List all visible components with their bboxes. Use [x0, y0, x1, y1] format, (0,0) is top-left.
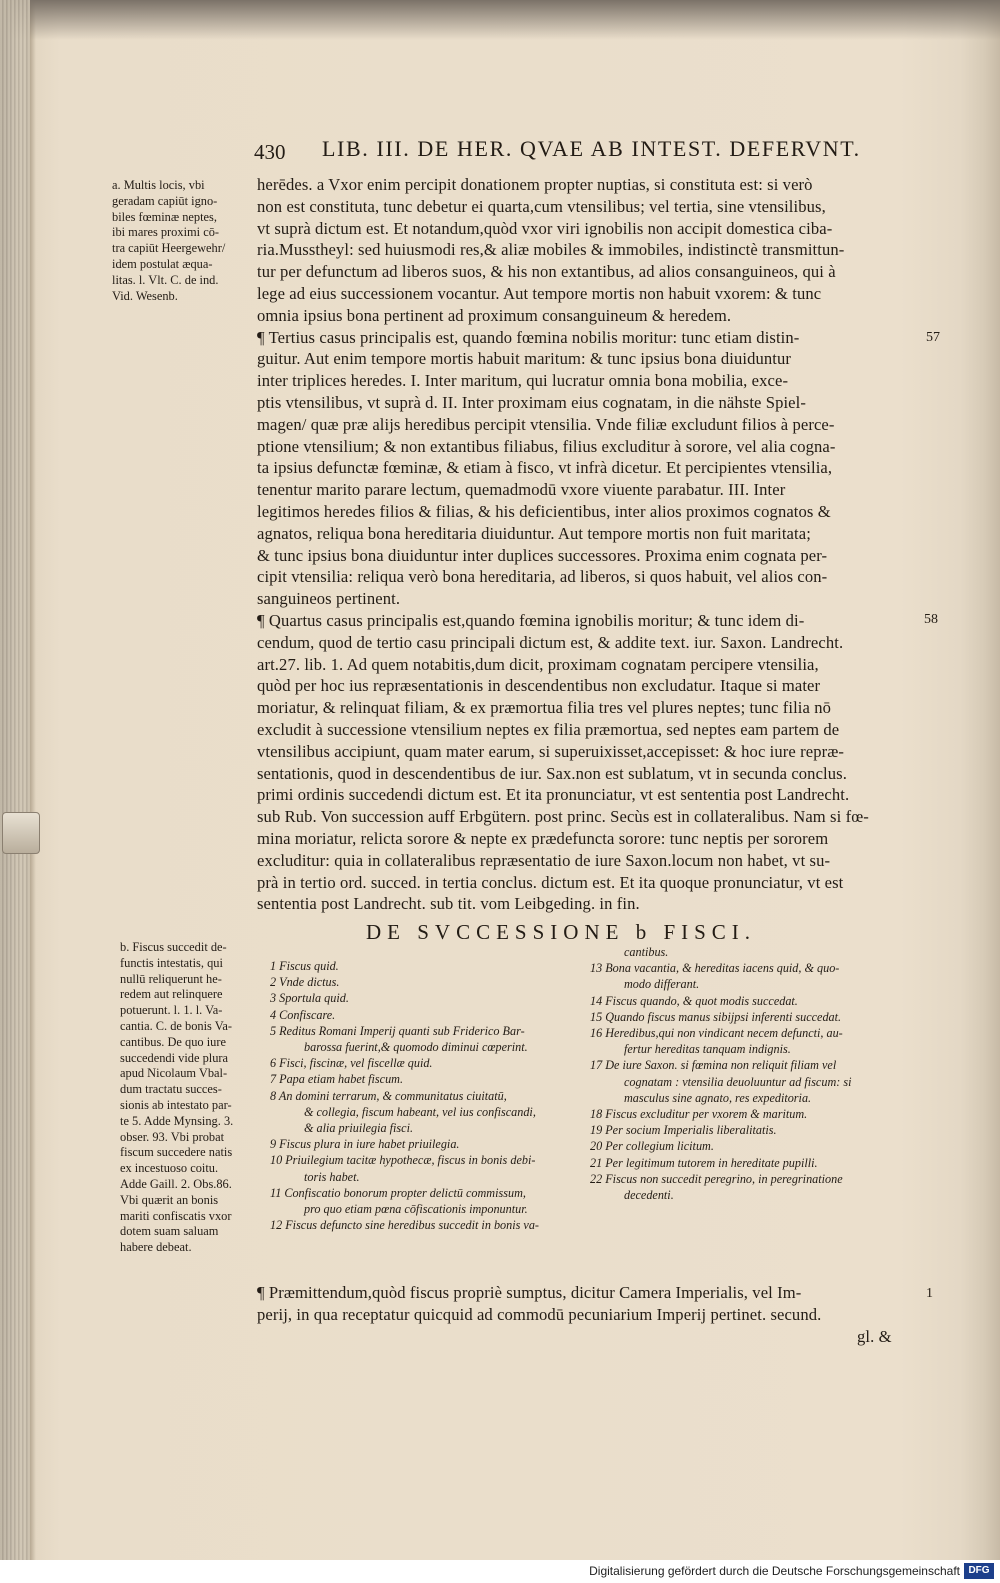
- body-line: sanguineos pertinent.: [257, 589, 401, 609]
- body-line: moriatur, & relinquat filiam, & ex præmortua filia tres vel plures neptes; tunc filia nō: [257, 698, 832, 718]
- margin-note-line: redem aut relinquere: [120, 987, 223, 1002]
- book-clasp: [2, 812, 40, 854]
- margin-note-line: geradam capiūt igno-: [112, 193, 218, 208]
- margin-note-line: b. Fiscus succedit de-: [120, 940, 227, 954]
- margin-note-line: Adde Gaill. 2. Obs.86.: [120, 1176, 232, 1191]
- margin-note-line: potuerunt. l. 1. l. Va-: [120, 1003, 223, 1018]
- book-fore-edge: [0, 0, 30, 1560]
- summary-item: 1 Fiscus quid.: [270, 959, 339, 973]
- summary-item: 5 Reditus Romani Imperij quanti sub Friderico Bar-: [270, 1023, 525, 1038]
- body-line: omnia ipsius bona pertinent ad proximum consanguineum & heredem.: [257, 305, 732, 325]
- body-line: guitur. Aut enim tempore mortis habuit maritum: & tunc ipsius bona diuiduntur: [257, 349, 792, 369]
- dfg-logo-icon: DFG: [964, 1563, 994, 1579]
- margin-note-line: functis intestatis, qui: [120, 955, 223, 970]
- body-line: excludit à successione vtensilium neptes ex filia præmortua, sed neptes eam partem de: [257, 719, 840, 739]
- summary-item: 9 Fiscus plura in iure habet priuilegia.: [270, 1137, 460, 1152]
- section-heading: DE SVCCESSIONE b FISCI.: [366, 920, 757, 944]
- body-line: & tunc ipsius bona diuiduntur inter duplices successores. Proxima enim cognata per-: [257, 545, 828, 565]
- body-line: herēdes. a Vxor enim percipit donationem propter nuptias, si constituta est: si verò: [257, 175, 813, 194]
- summary-item: 7 Papa etiam habet fiscum.: [270, 1072, 404, 1087]
- margin-note-line: fiscum succedere natis: [120, 1145, 233, 1160]
- margin-note-line: Vbi quærit an bonis: [120, 1192, 219, 1207]
- summary-item: decedenti.: [624, 1188, 674, 1203]
- summary-item: cantibus.: [624, 945, 669, 959]
- summary-list-right: [590, 944, 920, 1203]
- body-line: gl. &: [857, 1326, 892, 1346]
- body-line: tur per defunctum ad liberos suos, & his non extantibus, ad alios consanguineos, qui à: [257, 262, 836, 282]
- body-line: lege ad eius successionem vocantur. Aut tempore mortis non habuit vxorem: & tunc: [257, 283, 822, 303]
- body-line: ptione vtensilium; & non extantibus filiabus, filius excluditur à sorore, vel alia cogna-: [257, 436, 836, 456]
- summary-item: pro quo etiam pœna cōfiscationis imponuntur.: [304, 1202, 528, 1217]
- body-line: vt suprà dictum est. Et notandum,quòd vxor viri ignobilis non accipit domestica ciba-: [257, 218, 833, 238]
- summary-item: fertur hereditas tanquam indignis.: [624, 1042, 791, 1057]
- body-line: mina moriatur, relicta sorore & nepte ex prædefuncta sorore: tunc neptis per sororem: [257, 828, 829, 848]
- summary-item: & collegia, fiscum habeant, vel ius confiscandi,: [304, 1104, 536, 1119]
- margin-note-line: succedendi vide plura: [120, 1050, 229, 1065]
- summary-item: cognatam : vtensilia deuoluuntur ad fiscum: si: [624, 1074, 852, 1089]
- running-head: LIB. III. DE HER. QVAE AB INTEST. DEFERVNT.: [322, 136, 861, 161]
- margin-note-line: idem postulat æqua-: [112, 256, 213, 271]
- body-line: ¶ Præmittendum,quòd fiscus propriè sumptus, dicitur Camera Imperialis, vel Im-: [257, 1283, 802, 1302]
- summary-item: masculus sine agnato, res expeditoria.: [624, 1090, 812, 1105]
- body-line: cipit vtensilia: reliqua verò bona hereditaria, ad liberos, si quos habuit, vel alios con-: [257, 567, 828, 587]
- body-line: tenentur marito parare lectum, quemadmodū vxore viuente parabatur. III. Inter: [257, 480, 786, 500]
- summary-item: 4 Confiscare.: [270, 1007, 336, 1022]
- margin-note-line: dum tractatu succes-: [120, 1082, 222, 1097]
- margin-note-line: litas. l. Vlt. C. de ind.: [112, 272, 219, 287]
- body-line: sub Rub. Von succession auff Erbgütern. post princ. Secùs est in collateralibus. Nam si fœ-: [257, 807, 869, 827]
- summary-item: 21 Per legitimum tutorem in hereditate pupilli.: [590, 1155, 818, 1170]
- body-line: vtensilibus accipiunt, quam mater earum, si superuixisset,accepisset: & hoc iure repræ-: [257, 741, 845, 761]
- body-line: non est constituta, tunc debetur ei quarta,cum vtensilibus; vel tertia, sine vtensilibus,: [257, 196, 826, 216]
- page-top-shadow: [0, 0, 1000, 40]
- summary-item: 16 Heredibus,qui non vindicant necem defuncti, au-: [590, 1026, 843, 1041]
- summary-item: 12 Fiscus defuncto sine heredibus succedit in bonis va-: [270, 1218, 539, 1233]
- margin-note-line: cantibus. De quo iure: [120, 1034, 226, 1049]
- body-text-top: [257, 174, 917, 915]
- margin-note-line: sionis ab intestato par-: [120, 1097, 232, 1112]
- summary-item: 22 Fiscus non succedit peregrino, in peregrinatione: [590, 1171, 843, 1186]
- page-number: 430: [254, 140, 286, 164]
- body-line: cendum, quod de tertio casu principali dictum est, & addite text. iur. Saxon. Landrecht.: [257, 632, 844, 652]
- body-text-bottom: [257, 1282, 917, 1347]
- body-line: prà in tertio ord. succed. in tertia conclus. dictum est. Et ita quoque pronunciatur, vt est: [257, 872, 844, 892]
- summary-item: toris habet.: [304, 1169, 360, 1184]
- summary-item: barossa fuerint,& quomodo diminui cœperint.: [304, 1040, 528, 1055]
- margin-note-line: a. Multis locis, vbi: [112, 178, 205, 192]
- summary-item: 14 Fiscus quando, & quot modis succedat.: [590, 993, 798, 1008]
- body-line: magen/ quæ præ alijs heredibus percipit vtensilia. Vnde filiæ excludunt filios à perce-: [257, 414, 835, 434]
- margin-note-line: tra capiūt Heergewehr/: [112, 241, 226, 256]
- summary-item: 2 Vnde dictus.: [270, 975, 340, 990]
- summary-item: 17 De iure Saxon. si fœmina non reliquit filiam vel: [590, 1058, 837, 1073]
- margin-note-line: habere debeat.: [120, 1240, 192, 1255]
- body-line: agnatos, reliqua bona hereditaria diuiduntur. Aut tempore mortis non fuit maritata;: [257, 523, 811, 543]
- side-number: 57: [926, 330, 940, 345]
- margin-note-line: te 5. Adde Mynsing. 3.: [120, 1113, 234, 1128]
- summary-item: 15 Quando fiscus manus sibijpsi inferenti succedat.: [590, 1009, 842, 1024]
- body-line: legitimos heredes filios & filias, & his deficientibus, inter alios proximos cognatos &: [257, 501, 831, 521]
- summary-item: 13 Bona vacantia, & hereditas iacens quid, & quo-: [590, 961, 840, 976]
- body-line: excluditur: quia in collateralibus repræsentatio de iure Saxon.locum non habet, vt su-: [257, 850, 831, 870]
- margin-note-a: [112, 178, 225, 304]
- side-number: 1: [926, 1286, 933, 1301]
- margin-note-line: mariti confiscatis vxor: [120, 1208, 232, 1223]
- body-line: perij, in qua receptatur quicquid ad commodū pecuniarium Imperij pertinet. secund.: [257, 1304, 822, 1324]
- margin-note-b: [120, 940, 233, 1256]
- footer-credit: Digitalisierung gefördert durch die Deutsche Forschungsgemeinschaft: [589, 1564, 960, 1578]
- summary-item: 19 Per socium Imperialis liberalitatis.: [590, 1123, 777, 1138]
- margin-note-line: biles fœminæ neptes,: [112, 209, 217, 224]
- margin-note-line: obser. 93. Vbi probat: [120, 1129, 225, 1144]
- margin-note-line: nullū reliquerunt he-: [120, 971, 222, 986]
- margin-note-line: apud Nicolaum Vbal-: [120, 1066, 228, 1081]
- summary-item: 8 An domini terrarum, & communitatus ciuitatū,: [270, 1088, 507, 1103]
- margin-note-line: dotem suam saluam: [120, 1224, 219, 1239]
- body-line: ria.Musstheyl: sed huiusmodi res,& aliæ mobiles & immobiles, indistinctè transmittun-: [257, 240, 845, 260]
- body-line: ptis vtensilibus, vt suprà d. II. Inter proximam eius cognatam, in die nähste Spiel-: [257, 392, 806, 412]
- summary-item: 18 Fiscus excluditur per vxorem & maritum.: [590, 1107, 808, 1122]
- body-line: sententia post Landrecht. sub tit. vom Leibgeding. in fin.: [257, 894, 640, 914]
- body-line: ta ipsius defunctæ fœminæ, & etiam à fisco, vt infrà dicetur. Et percipientes vtensilia,: [257, 458, 833, 478]
- summary-item: 3 Sportula quid.: [270, 991, 349, 1006]
- body-line: ¶ Tertius casus principalis est, quando fœmina nobilis moritur: tunc etiam distin-: [257, 327, 800, 347]
- body-line: sentationis, quod in descendentibus de iur. Sax.non est sublatum, vt in secunda conclus.: [257, 763, 847, 783]
- body-line: inter triplices heredes. I. Inter maritum, qui lucratur omnia bona mobilia, exce-: [257, 371, 789, 391]
- margin-note-line: ibi mares proximi cō-: [112, 225, 220, 240]
- summary-item: 11 Confiscatio bonorum propter delictū commissum,: [270, 1185, 526, 1200]
- summary-item: 20 Per collegium licitum.: [590, 1139, 714, 1154]
- body-line: quòd per hoc ius repræsentationis in descendentibus non excludatur. Itaque si mater: [257, 676, 821, 696]
- summary-item: & alia priuilegia fisci.: [304, 1121, 414, 1136]
- summary-item: 10 Priuilegium tacitæ hypothecæ, fiscus in bonis debi-: [270, 1153, 536, 1168]
- body-line: primi ordinis succedendi dictum est. Et ita pronunciatur, vt est sententia post Landrecht.: [257, 785, 850, 805]
- margin-note-line: cantia. C. de bonis Va-: [120, 1018, 232, 1033]
- body-line: ¶ Quartus casus principalis est,quando fœmina ignobilis moritur; & tunc idem di-: [257, 610, 805, 630]
- margin-note-line: Vid. Wesenb.: [112, 288, 178, 303]
- body-line: art.27. lib. 1. Ad quem notabitis,dum dicit, proximam cognatam percipere vtensilia,: [257, 654, 819, 674]
- summary-list-left: [270, 958, 590, 1233]
- margin-note-line: ex incestuoso coitu.: [120, 1161, 219, 1176]
- side-number: 58: [924, 612, 938, 627]
- summary-item: modo differant.: [624, 977, 700, 992]
- digitization-footer: [0, 1560, 1000, 1583]
- summary-item: 6 Fisci, fiscinæ, vel fiscellæ quid.: [270, 1056, 433, 1071]
